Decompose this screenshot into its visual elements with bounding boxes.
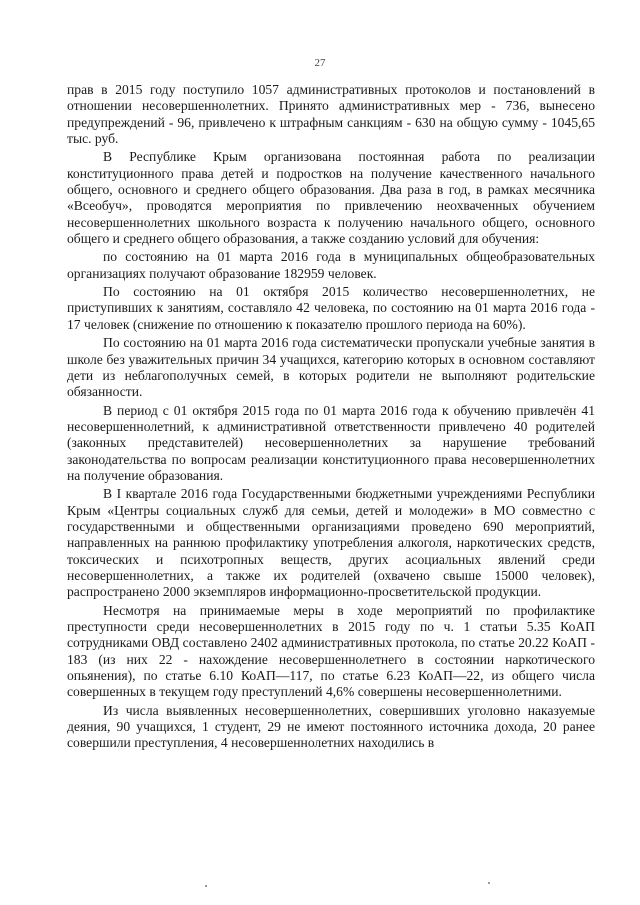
paragraph-offenders: Из числа выявленных несовершеннолетних, совершивших уголовно наказуемые деяния, 90 учащихся, 1 студент, 29 не имеют постоянного источника дохода, 20 ранее совершили преступления, 4 несовершеннолетних находились в bbox=[67, 702, 595, 751]
paragraph-involvement: В период с 01 октября 2015 года по 01 марта 2016 года к обучению привлечён 41 несовершеннолетний, к административной ответственности привлечено 40 родителей (законных представителей) несовершеннолетних за нарушение требований законодательства по вопросам реализации конституционного права несовершеннолетних на получение образования. bbox=[67, 402, 595, 483]
paragraph-education-rights: В Республике Крым организована постоянная работа по реализации конституционного права детей и подростков на получение качественного начального общего, основного и среднего общего образования. Два раза в год, в рамках месячника «Всеобуч», проводятся мероприятия по привлечению неохваченных обучением несовершеннолетних школьного возраста к получению начального общего, основного общего и среднего общего образования, а также созданию условий для обучения: bbox=[67, 149, 595, 247]
paragraph-social-services: В I квартале 2016 года Государственными бюджетными учреждениями Республики Крым «Центры социальных служб для семьи, детей и молодежи» в МО совместно с государственными и общественными организациями проведено 690 мероприятий, направленных на раннюю профилактику употребления алкоголя, наркотических средств, токсических и психотропных веществ, других асоциальных явлений среди несовершеннолетних, а также их родителей (охвачено свыше 15000 человек), распространено 2000 экземпляров информационно-просветительской продукции. bbox=[67, 486, 595, 600]
scan-dot-right bbox=[488, 882, 490, 884]
paragraph-non-attending: По состоянию на 01 октября 2015 количество несовершеннолетних, не приступивших к занятиям, составляло 42 человека, по состоянию на 01 марта 2016 года - 17 человек (снижение по отношению к показателю прошлого периода на 60%). bbox=[67, 284, 595, 332]
document-body bbox=[67, 82, 595, 752]
paragraph-truancy: По состоянию на 01 марта 2016 года систематически пропускали учебные занятия в школе без уважительных причин 34 учащихся, категорию которых в основном составляют дети из неблагополучных семей, в которых родители не выполняют родительские обязанности. bbox=[67, 335, 595, 400]
paragraph-protocols: прав в 2015 году поступило 1057 административных протоколов и постановлений в отношении несовершеннолетних. Принято административных мер - 736, вынесено предупреждений - 96, привлечено к штрафным санкциям - 630 на общую сумму - 1045,65 тыс. руб. bbox=[67, 82, 595, 147]
paragraph-enrollment: по состоянию на 01 марта 2016 года в муниципальных общеобразовательных организациях получают образование 182959 человек. bbox=[67, 249, 595, 281]
page-number: 27 bbox=[314, 57, 326, 69]
paragraph-prevention: Несмотря на принимаемые меры в ходе мероприятий по профилактике преступности среди несовершеннолетних в 2015 году по ч. 1 статьи 5.35 КоАП сотрудниками ОВД составлено 2402 административных протокола, по статье 20.22 КоАП - 183 (из них 22 - нахождение несовершеннолетнего в состоянии наркотического опьянения), по статье 6.10 КоАП—117, по статье 6.23 КоАП—22, из общего числа совершенных в текущем году преступлений 4,6% совершены несовершеннолетними. bbox=[67, 602, 595, 700]
scan-dot-left bbox=[205, 885, 207, 887]
